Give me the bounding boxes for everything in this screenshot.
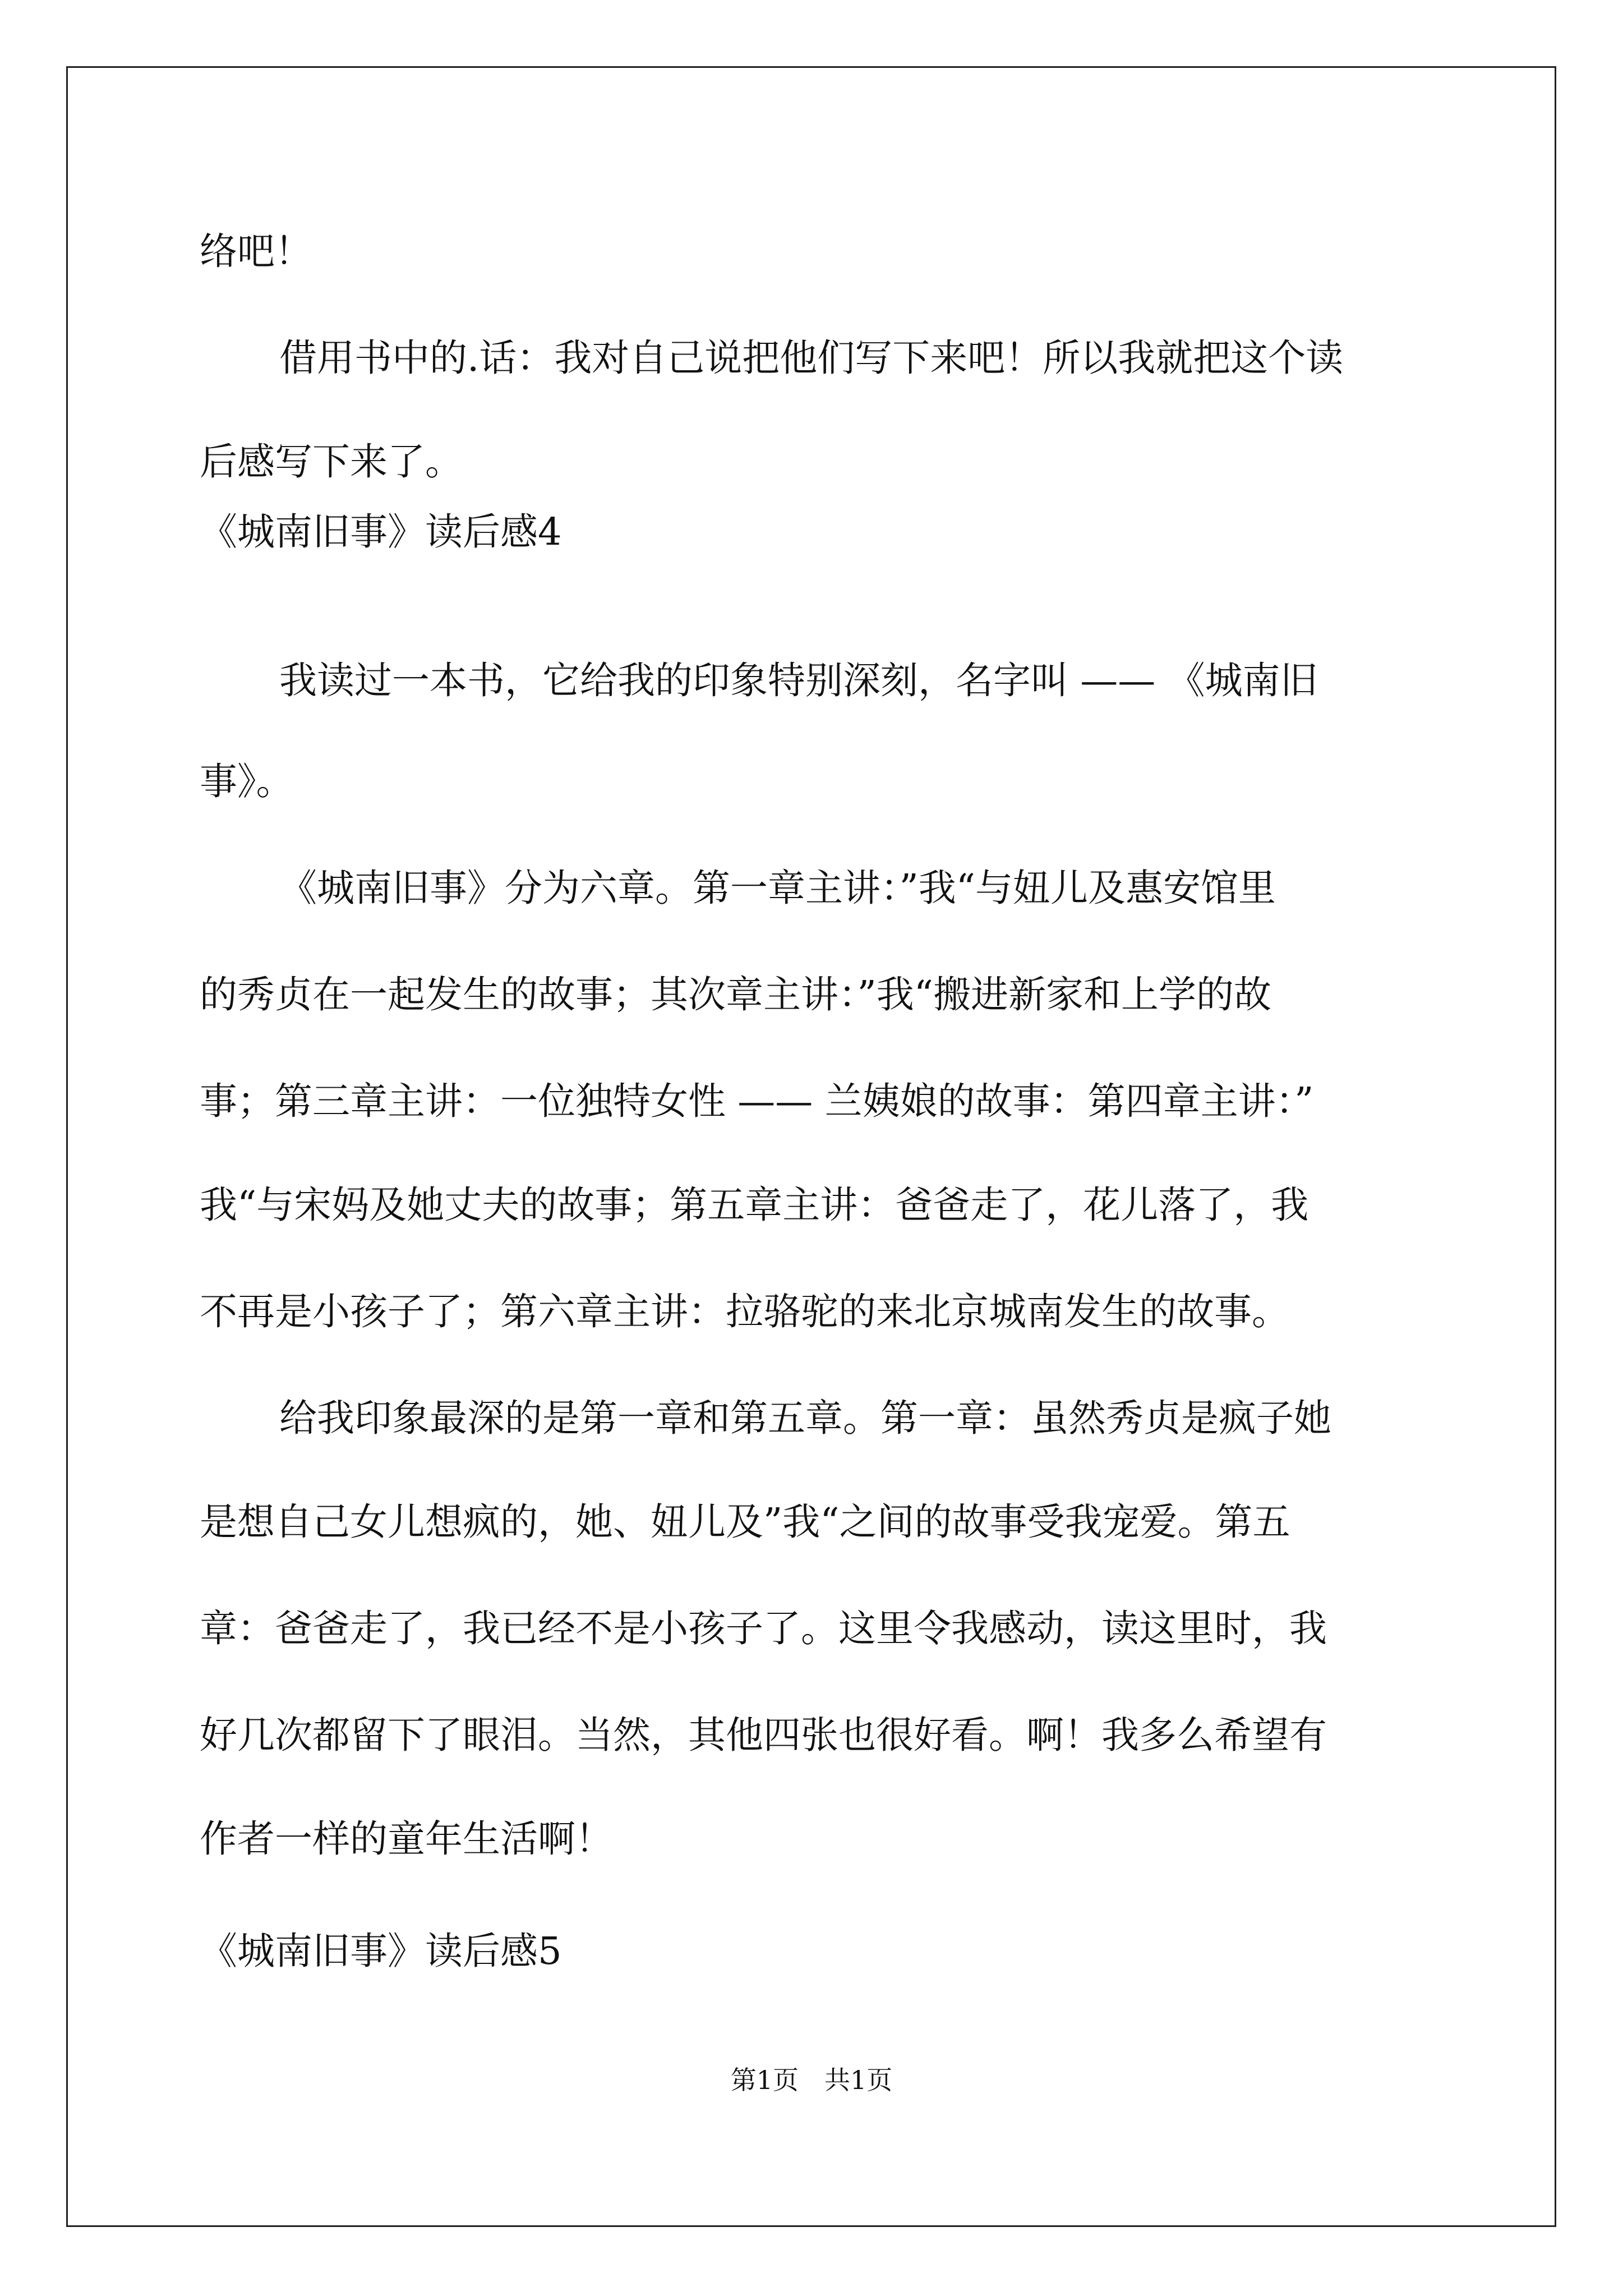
- text-line: 事；第三章主讲：一位独特女性 —— 兰姨娘的故事：第四章主讲：”: [200, 1079, 1314, 1123]
- page-border: [66, 66, 1556, 2227]
- text-line: 我“与宋妈及她丈夫的故事；第五章主讲：爸爸走了，花儿落了，我: [200, 1183, 1309, 1227]
- section-heading: 《城南旧事》读后感4: [200, 510, 562, 554]
- text-line: 事》。: [200, 760, 294, 803]
- section-heading: 《城南旧事》读后感5: [200, 1929, 562, 1973]
- text-line: 的秀贞在一起发生的故事；其次章主讲：”我“搬进新家和上学的故: [200, 973, 1272, 1016]
- paragraph-line: 给我印象最深的是第一章和第五章。第一章：虽然秀贞是疯子她: [279, 1396, 1331, 1440]
- text-line: 是想自己女儿想疯的，她、妞儿及”我“之间的故事受我宠爱。第五: [200, 1500, 1290, 1544]
- paragraph-line: 我读过一本书，它给我的印象特别深刻，名字叫 —— 《城南旧: [279, 659, 1318, 702]
- text-line: 不再是小孩子了；第六章主讲：拉骆驼的来北京城南发生的故事。: [200, 1290, 1289, 1333]
- text-line: 络吧！: [200, 229, 312, 273]
- text-line: 章：爸爸走了，我已经不是小孩子了。这里令我感动，读这里时，我: [200, 1607, 1327, 1650]
- paragraph-line: 借用书中的.话：我对自己说把他们写下来吧！所以我就把这个读: [279, 336, 1344, 380]
- paragraph-line: 《城南旧事》分为六章。第一章主讲：”我“与妞儿及惠安馆里: [279, 866, 1276, 910]
- page-footer: 第1页 共1页: [730, 2065, 893, 2095]
- text-line: 后感写下来了。: [200, 440, 463, 484]
- text-line: 作者一样的童年生活啊！: [200, 1817, 613, 1861]
- text-line: 好几次都留下了眼泪。当然，其他四张也很好看。啊！我多么希望有: [200, 1713, 1327, 1757]
